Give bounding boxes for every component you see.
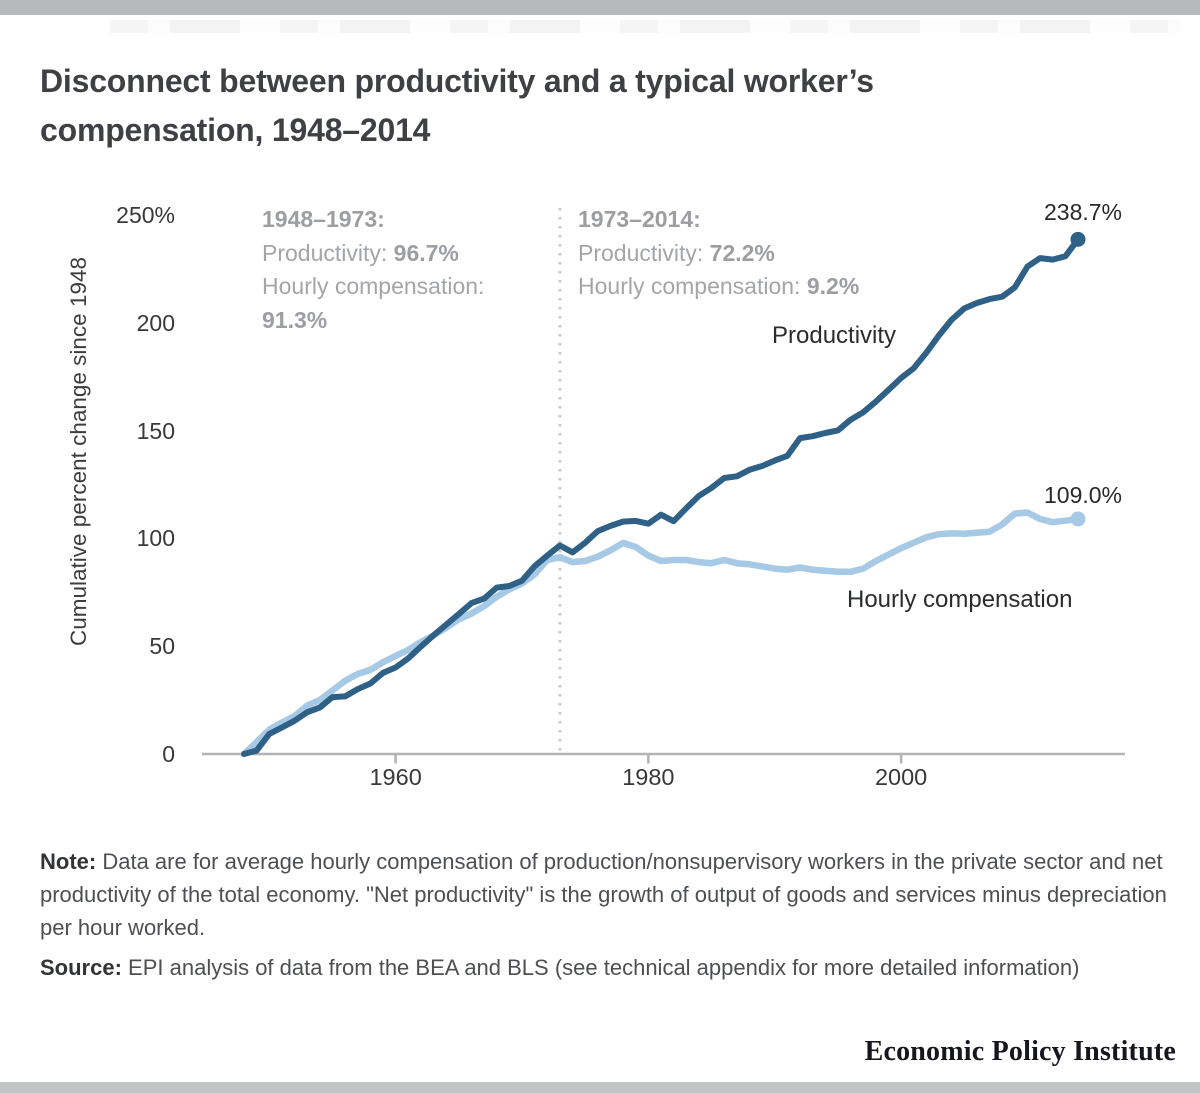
compensation-end-value: 109.0% [1043, 482, 1122, 508]
annotation-line: 1948–1973: [262, 206, 385, 232]
y-tick-label-200: 200 [136, 309, 175, 336]
chart-title: Disconnect between productivity and a typical worker’s compensation, 1948–2014 [40, 63, 874, 148]
y-tick-label-50: 50 [149, 633, 175, 660]
annotation-line: 91.3% [262, 306, 328, 333]
y-tick-label-0: 0 [162, 741, 175, 767]
y-tick-label-100: 100 [136, 525, 175, 552]
y-tick-label-250: 250% [116, 202, 175, 228]
annotation-1973-2014 [578, 203, 908, 304]
x-tick-label-2000: 2000 [874, 764, 928, 790]
x-tick-label-1980: 1980 [622, 764, 675, 790]
epi-wordmark: Economic Policy Institute [864, 1036, 1176, 1067]
note-text [40, 845, 1170, 944]
y-tick-label-150: 150 [136, 417, 175, 444]
productivity-series-label: Productivity [772, 322, 897, 349]
y-axis-title: Cumulative percent change since 1948 [66, 257, 91, 647]
annotation-1948-1973 [262, 203, 562, 337]
productivity-end-dot [1071, 232, 1086, 247]
source-body: EPI analysis of data from the BEA and BLS (see technical appendix for more detailed information) [121, 955, 1080, 980]
screenshot-artifact-row [110, 20, 1180, 33]
top-bar [0, 0, 1200, 15]
note-body: Data are for average hourly compensation of production/nonsupervisory workers in the private sector and net productivity of the total economy. "Net productivity" is the growth of output of goods and services minus depreciation per hour worked. [40, 849, 1167, 940]
annotation-line: 1973–2014: [578, 206, 701, 232]
bottom-bar [0, 1082, 1200, 1093]
note-label: Note: [40, 849, 97, 874]
compensation-end-dot [1071, 511, 1086, 526]
annotation-line: Hourly compensation: [262, 273, 485, 299]
compensation-line [244, 513, 1078, 755]
annotation-line: Productivity: 96.7% [262, 239, 459, 266]
annotation-line: Productivity: 72.2% [578, 239, 775, 266]
x-tick-label-1960: 1960 [369, 764, 422, 790]
annotation-line: Hourly compensation: 9.2% [578, 273, 860, 299]
source-text [40, 951, 1170, 984]
source-label: Source: [40, 955, 122, 980]
productivity-end-value: 238.7% [1043, 199, 1122, 225]
compensation-series-label: Hourly compensation [847, 586, 1073, 613]
